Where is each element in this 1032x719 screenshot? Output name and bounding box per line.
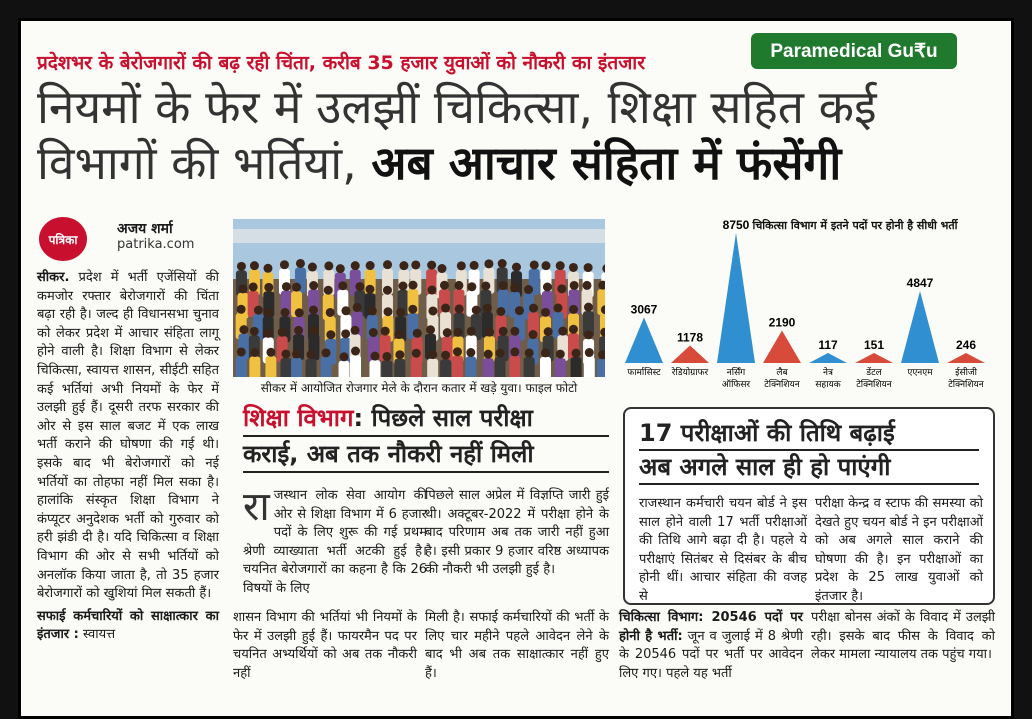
person-head bbox=[365, 285, 374, 294]
bar-4 bbox=[809, 353, 847, 363]
person-head bbox=[541, 308, 550, 317]
person-figure bbox=[427, 359, 438, 377]
person-head bbox=[498, 259, 507, 268]
person-head bbox=[556, 261, 565, 270]
person-head bbox=[572, 349, 581, 358]
category-label: फार्मासिस्ट bbox=[627, 368, 661, 378]
category-label: नर्सिंग bbox=[726, 368, 746, 378]
chart-title: चिकित्सा विभाग में इतने पदों पर होनी है सीधी भर्ती bbox=[752, 219, 958, 232]
person-head bbox=[351, 326, 360, 335]
kicker: प्रदेशभर के बेरोजगारों की बढ़ रही चिंता, करीब 35 हजार युवाओं को नौकरी का इंतजार bbox=[37, 52, 645, 74]
person-head bbox=[484, 259, 493, 268]
person-head bbox=[496, 307, 505, 316]
bar-value-label: 151 bbox=[863, 338, 885, 352]
person-head bbox=[426, 325, 435, 334]
person-head bbox=[336, 264, 345, 273]
person-head bbox=[499, 327, 508, 336]
health-dept-subhead: चिकित्सा विभाग: 20546 पदों पर होनी है भर्ती: bbox=[619, 610, 803, 644]
person-figure bbox=[555, 358, 566, 377]
person-head bbox=[470, 261, 479, 270]
person-head bbox=[437, 264, 446, 273]
column-1-text: प्रदेश में भर्ती एजेंसियों की कमजोर रफ्तार बेरोजगारों की चिंता बढ़ा रही है। जल्द ही विधानसभा चुनाव को लेकर प्रदेश में आचार संहिता लागू होने वाली है। शिक्षा विभाग से लेकर चिकित्सा, स्वायत्त शासन, सीईटी सहित कई भर्तियां अभी नियमों के फेर में उलझी हुई हैं। दूसरी तरफ सरकार की ओर से इस साल बजट में एक लाख भर्ती कराने की घोषणा की गई थी। इसके बाद भी बेरोजगारों को नई भर्तियों का तोहफा नहीं मिल सका है। हालांकि संस्कृत शिक्षा विभाग ने कंप्यूटर अनुदेशक भर्ती को गुरुवार को हरी झंडी दी है। यदि चिकित्सा व शिक्षा विभाग की ओर से सभी भर्तियों को अनलॉक किया जाता है, तो 35 हजार बेरोजगारों को खुशियां मिल सकती हैं। bbox=[37, 270, 219, 602]
person-head bbox=[250, 348, 259, 357]
person-head bbox=[340, 352, 349, 361]
bar-value-label: 2190 bbox=[768, 315, 796, 330]
bar-value-label: 4847 bbox=[906, 275, 934, 290]
person-head bbox=[395, 350, 404, 359]
person-figure bbox=[394, 359, 405, 377]
person-head bbox=[254, 306, 263, 315]
person-head bbox=[483, 304, 492, 313]
person-head bbox=[282, 282, 291, 291]
patrika-logo: पत्रिका bbox=[39, 217, 87, 261]
person-head bbox=[529, 304, 538, 313]
person-head bbox=[441, 351, 450, 360]
person-head bbox=[455, 304, 464, 313]
person-figure bbox=[411, 357, 422, 377]
person-head bbox=[556, 350, 565, 359]
person-head bbox=[525, 348, 534, 357]
person-head bbox=[292, 349, 301, 358]
headline-line2 bbox=[37, 135, 1007, 191]
person-head bbox=[294, 326, 303, 335]
person-head bbox=[467, 327, 476, 336]
person-head bbox=[309, 305, 318, 314]
person-head bbox=[238, 284, 247, 293]
person-head bbox=[398, 282, 407, 291]
person-head bbox=[541, 261, 550, 270]
person-head bbox=[250, 261, 259, 270]
person-head bbox=[411, 260, 420, 269]
person-head bbox=[368, 306, 377, 315]
person-head bbox=[569, 325, 578, 334]
category-label: टेक्निशियन bbox=[856, 380, 892, 390]
bar-value-label: 3067 bbox=[630, 302, 658, 317]
person-head bbox=[529, 330, 538, 339]
person-head bbox=[582, 281, 591, 290]
person-head bbox=[428, 306, 437, 315]
person-head bbox=[412, 349, 421, 358]
person-head bbox=[441, 304, 450, 313]
person-head bbox=[510, 347, 519, 356]
section-title-line2: कराई, अब तक नौकरी नहीं मिली bbox=[243, 437, 609, 473]
category-label: सहायक bbox=[815, 380, 841, 390]
health-dept-column-a bbox=[619, 609, 803, 683]
bar-3 bbox=[763, 330, 801, 363]
person-figure bbox=[291, 358, 302, 377]
person-figure bbox=[495, 357, 506, 377]
category-label: लैब bbox=[776, 368, 788, 378]
person-head bbox=[264, 283, 273, 292]
bar-value-label: 246 bbox=[955, 338, 977, 352]
box-column-a: राजस्थान कर्मचारी चयन बोर्ड ने इस साल होने वाली 17 भर्ती परीक्षाओं की तिथि आगे बढ़ा दी है। पहले ये परीक्षाएं सितंबर से दिसंबर के बीच होनी थीं। आचार संहिता की वजह से bbox=[639, 496, 807, 604]
person-head bbox=[278, 328, 287, 337]
section-text-a: जस्थान लोक सेवा आयोग की ओर से शिक्षा विभाग में 6 हजार पदों के लिए शुरू की गई प्रथम श्रेणी व्याख्याता भर्ती अटकी हुई है। चयनित बेरोजगारों का कहना है कि 26 विषयों के लिए bbox=[243, 488, 427, 596]
person-head bbox=[584, 330, 593, 339]
person-figure bbox=[339, 361, 350, 377]
column-1 bbox=[37, 269, 219, 645]
person-figure bbox=[597, 359, 605, 377]
person-figure bbox=[465, 357, 476, 377]
person-head bbox=[281, 349, 290, 358]
bar-0 bbox=[625, 317, 663, 363]
person-head bbox=[457, 261, 466, 270]
person-head bbox=[384, 307, 393, 316]
headline-line1: नियमों के फेर में उलझीं चिकित्सा, शिक्षा सहित कई bbox=[37, 80, 877, 134]
category-label: एएनएम bbox=[907, 368, 933, 378]
section-title-rest: : पिछले साल परीक्षा bbox=[353, 404, 533, 432]
exam-date-box bbox=[623, 407, 995, 605]
person-figure bbox=[350, 355, 361, 377]
category-label: टेक्निशियन bbox=[764, 380, 800, 390]
person-head bbox=[584, 303, 593, 312]
bar-2 bbox=[717, 233, 755, 363]
box-title bbox=[639, 417, 979, 485]
person-head bbox=[326, 308, 335, 317]
person-head bbox=[324, 261, 333, 270]
person-head bbox=[569, 263, 578, 272]
dropcap: रा bbox=[243, 484, 270, 530]
person-head bbox=[237, 262, 246, 271]
person-head bbox=[326, 330, 335, 339]
person-figure bbox=[280, 358, 291, 377]
person-head bbox=[584, 263, 593, 272]
person-head bbox=[249, 282, 258, 291]
person-head bbox=[558, 327, 567, 336]
bar-value-label: 8750 bbox=[722, 218, 750, 232]
bar-6 bbox=[901, 291, 939, 363]
person-head bbox=[466, 348, 475, 357]
photo-caption: सीकर में आयोजित रोजगार मेले के दौरान कतार में खड़े युवा। फाइल फोटो bbox=[260, 381, 578, 395]
person-figure bbox=[452, 356, 463, 377]
person-figure bbox=[306, 359, 317, 377]
person-head bbox=[296, 259, 305, 268]
bar-value-label: 1178 bbox=[676, 330, 704, 345]
section-column-b: पिछले साल अप्रेल में विज्ञप्ति जारी हुई थी। अक्टूबर-2022 में परीक्षा होने के बाद परिणाम अब तक जारी नहीं हुआ है। इसी प्रकार 9 हजार वरिष्ठ अध्यापक की नौकरी भी उलझी हुई है। bbox=[425, 488, 609, 578]
person-figure bbox=[540, 357, 551, 377]
box-title-line1: 17 परीक्षाओं की तिथि बढ़ाई bbox=[639, 417, 979, 451]
category-label: डेंटल bbox=[866, 368, 882, 378]
person-head bbox=[341, 306, 350, 315]
person-head bbox=[427, 261, 436, 270]
person-head bbox=[585, 348, 594, 357]
person-head bbox=[543, 283, 552, 292]
person-head bbox=[515, 306, 524, 315]
person-head bbox=[440, 281, 449, 290]
bar-1 bbox=[671, 345, 709, 363]
person-head bbox=[510, 327, 519, 336]
person-head bbox=[454, 328, 463, 337]
person-figure bbox=[524, 357, 535, 377]
headline bbox=[37, 79, 1007, 191]
column-1-subtext: स्वायत्त bbox=[78, 627, 116, 643]
person-head bbox=[453, 347, 462, 356]
section-title bbox=[243, 401, 609, 473]
person-head bbox=[569, 305, 578, 314]
person-head bbox=[427, 286, 436, 295]
person-head bbox=[237, 347, 246, 356]
person-head bbox=[370, 352, 379, 361]
person-figure bbox=[236, 356, 247, 377]
person-head bbox=[237, 305, 246, 314]
person-head bbox=[353, 303, 362, 312]
person-head bbox=[512, 263, 521, 272]
person-head bbox=[280, 308, 289, 317]
person-head bbox=[530, 260, 539, 269]
box-column-b: परीक्षा केन्द्र व स्टाफ की समस्या को देखते हुए चयन बोर्ड ने इन परीक्षाओं को अब अगले साल कराने की घोषणा की है। इन परीक्षाओं का प्रदेश के 25 लाख युवाओं को इंतजार है। bbox=[815, 496, 983, 604]
person-figure bbox=[321, 357, 332, 377]
person-head bbox=[307, 350, 316, 359]
person-head bbox=[324, 286, 333, 295]
person-head bbox=[454, 281, 463, 290]
person-figure bbox=[571, 357, 582, 377]
section-column-d: मिली है। सफाई कर्मचारियों की भर्ती के लिए चार महीने पहले आवेदन लेने के बाद भी अब तक साक्षात्कार नहीं हुए हैं। bbox=[425, 610, 609, 681]
person-head bbox=[467, 282, 476, 291]
health-dept-text-a: जून व जुलाई में 8 श्रेणी के 20546 पदों पर भर्ती पर आवेदन लिए गए। पहले यह भर्ती bbox=[619, 628, 804, 681]
person-head bbox=[295, 308, 304, 317]
person-head bbox=[408, 305, 417, 314]
person-figure bbox=[381, 360, 392, 377]
crowd-photo bbox=[233, 219, 605, 377]
person-head bbox=[338, 281, 347, 290]
person-head bbox=[544, 327, 553, 336]
section-column-a bbox=[243, 484, 427, 599]
person-head bbox=[351, 347, 360, 356]
person-head bbox=[381, 327, 390, 336]
headline-line2-bold: अब आचार संहिता में फंसेंगी bbox=[371, 136, 842, 190]
bar-value-label: 117 bbox=[818, 338, 838, 352]
category-label: नेत्र bbox=[823, 368, 833, 378]
brand-badge: Paramedical Gu₹u bbox=[751, 33, 957, 69]
person-head bbox=[428, 350, 437, 359]
person-head bbox=[341, 329, 350, 338]
person-head bbox=[322, 348, 331, 357]
person-figure bbox=[584, 357, 595, 377]
person-head bbox=[557, 284, 566, 293]
person-head bbox=[366, 261, 375, 270]
person-head bbox=[309, 281, 318, 290]
newspaper-clipping bbox=[18, 18, 1014, 719]
person-head bbox=[396, 308, 405, 317]
person-head bbox=[292, 283, 301, 292]
person-head bbox=[355, 282, 364, 291]
person-figure bbox=[483, 358, 494, 377]
person-figure bbox=[509, 356, 520, 377]
dateline: सीकर. bbox=[37, 270, 70, 285]
person-head bbox=[472, 306, 481, 315]
bar-5 bbox=[855, 353, 893, 363]
person-head bbox=[499, 281, 508, 290]
person-head bbox=[524, 285, 533, 294]
person-head bbox=[383, 286, 392, 295]
section-column-c: शासन विभाग की भर्तियां भी नियमों के फेर में उलझी हुई हैं। फायरमैन पद पर चयनित अभ्यर्थियों को अब तक नौकरी नहीं bbox=[233, 610, 417, 681]
person-head bbox=[308, 263, 317, 272]
person-head bbox=[309, 326, 318, 335]
person-head bbox=[263, 264, 272, 273]
person-head bbox=[570, 281, 579, 290]
health-dept-column-b: परीक्षा बोनस अंकों के विवाद में उलझी रही। इसके बाद फीस के विवाद को लेकर मामला न्यायालय तक पहुंच गया। bbox=[811, 610, 995, 663]
person-head bbox=[496, 349, 505, 358]
person-head bbox=[280, 260, 289, 269]
person-figure bbox=[249, 356, 260, 377]
person-head bbox=[369, 328, 378, 337]
person-head bbox=[239, 325, 248, 334]
person-head bbox=[264, 308, 273, 317]
person-figure bbox=[265, 356, 276, 377]
person-head bbox=[394, 330, 403, 339]
box-title-line2: अब अगले साल ही हो पाएंगी bbox=[639, 451, 979, 485]
bar-7 bbox=[947, 353, 985, 363]
person-head bbox=[413, 329, 422, 338]
person-head bbox=[399, 261, 408, 270]
person-figure bbox=[369, 360, 380, 377]
column-1-subhead: सफाई कर्मचारियों को साक्षात्कार का इंतजार : bbox=[37, 608, 219, 643]
person-head bbox=[351, 261, 360, 270]
person-head bbox=[541, 348, 550, 357]
person-head bbox=[510, 283, 519, 292]
person-head bbox=[481, 281, 490, 290]
category-label: रेडियोग्राफर bbox=[671, 368, 709, 378]
person-head bbox=[266, 348, 275, 357]
person-figure bbox=[440, 359, 451, 377]
person-head bbox=[250, 327, 259, 336]
person-head bbox=[484, 350, 493, 359]
person-head bbox=[408, 281, 417, 290]
bar-chart bbox=[617, 215, 993, 393]
person-head bbox=[264, 329, 273, 338]
category-label: ऑफिसर bbox=[721, 380, 751, 390]
author-name: अजय शर्मा bbox=[117, 221, 173, 237]
person-head bbox=[485, 328, 494, 337]
site-name: patrika.com bbox=[117, 237, 195, 252]
person-head bbox=[382, 352, 391, 361]
person-head bbox=[443, 328, 452, 337]
person-head bbox=[383, 260, 392, 269]
person-head bbox=[554, 303, 563, 312]
headline-line2-regular: विभागों की भर्तियां, bbox=[37, 136, 372, 190]
category-label: ईसीजी bbox=[955, 368, 977, 378]
category-label: टेक्निशियन bbox=[948, 380, 984, 390]
section-title-red: शिक्षा विभाग bbox=[243, 404, 354, 432]
